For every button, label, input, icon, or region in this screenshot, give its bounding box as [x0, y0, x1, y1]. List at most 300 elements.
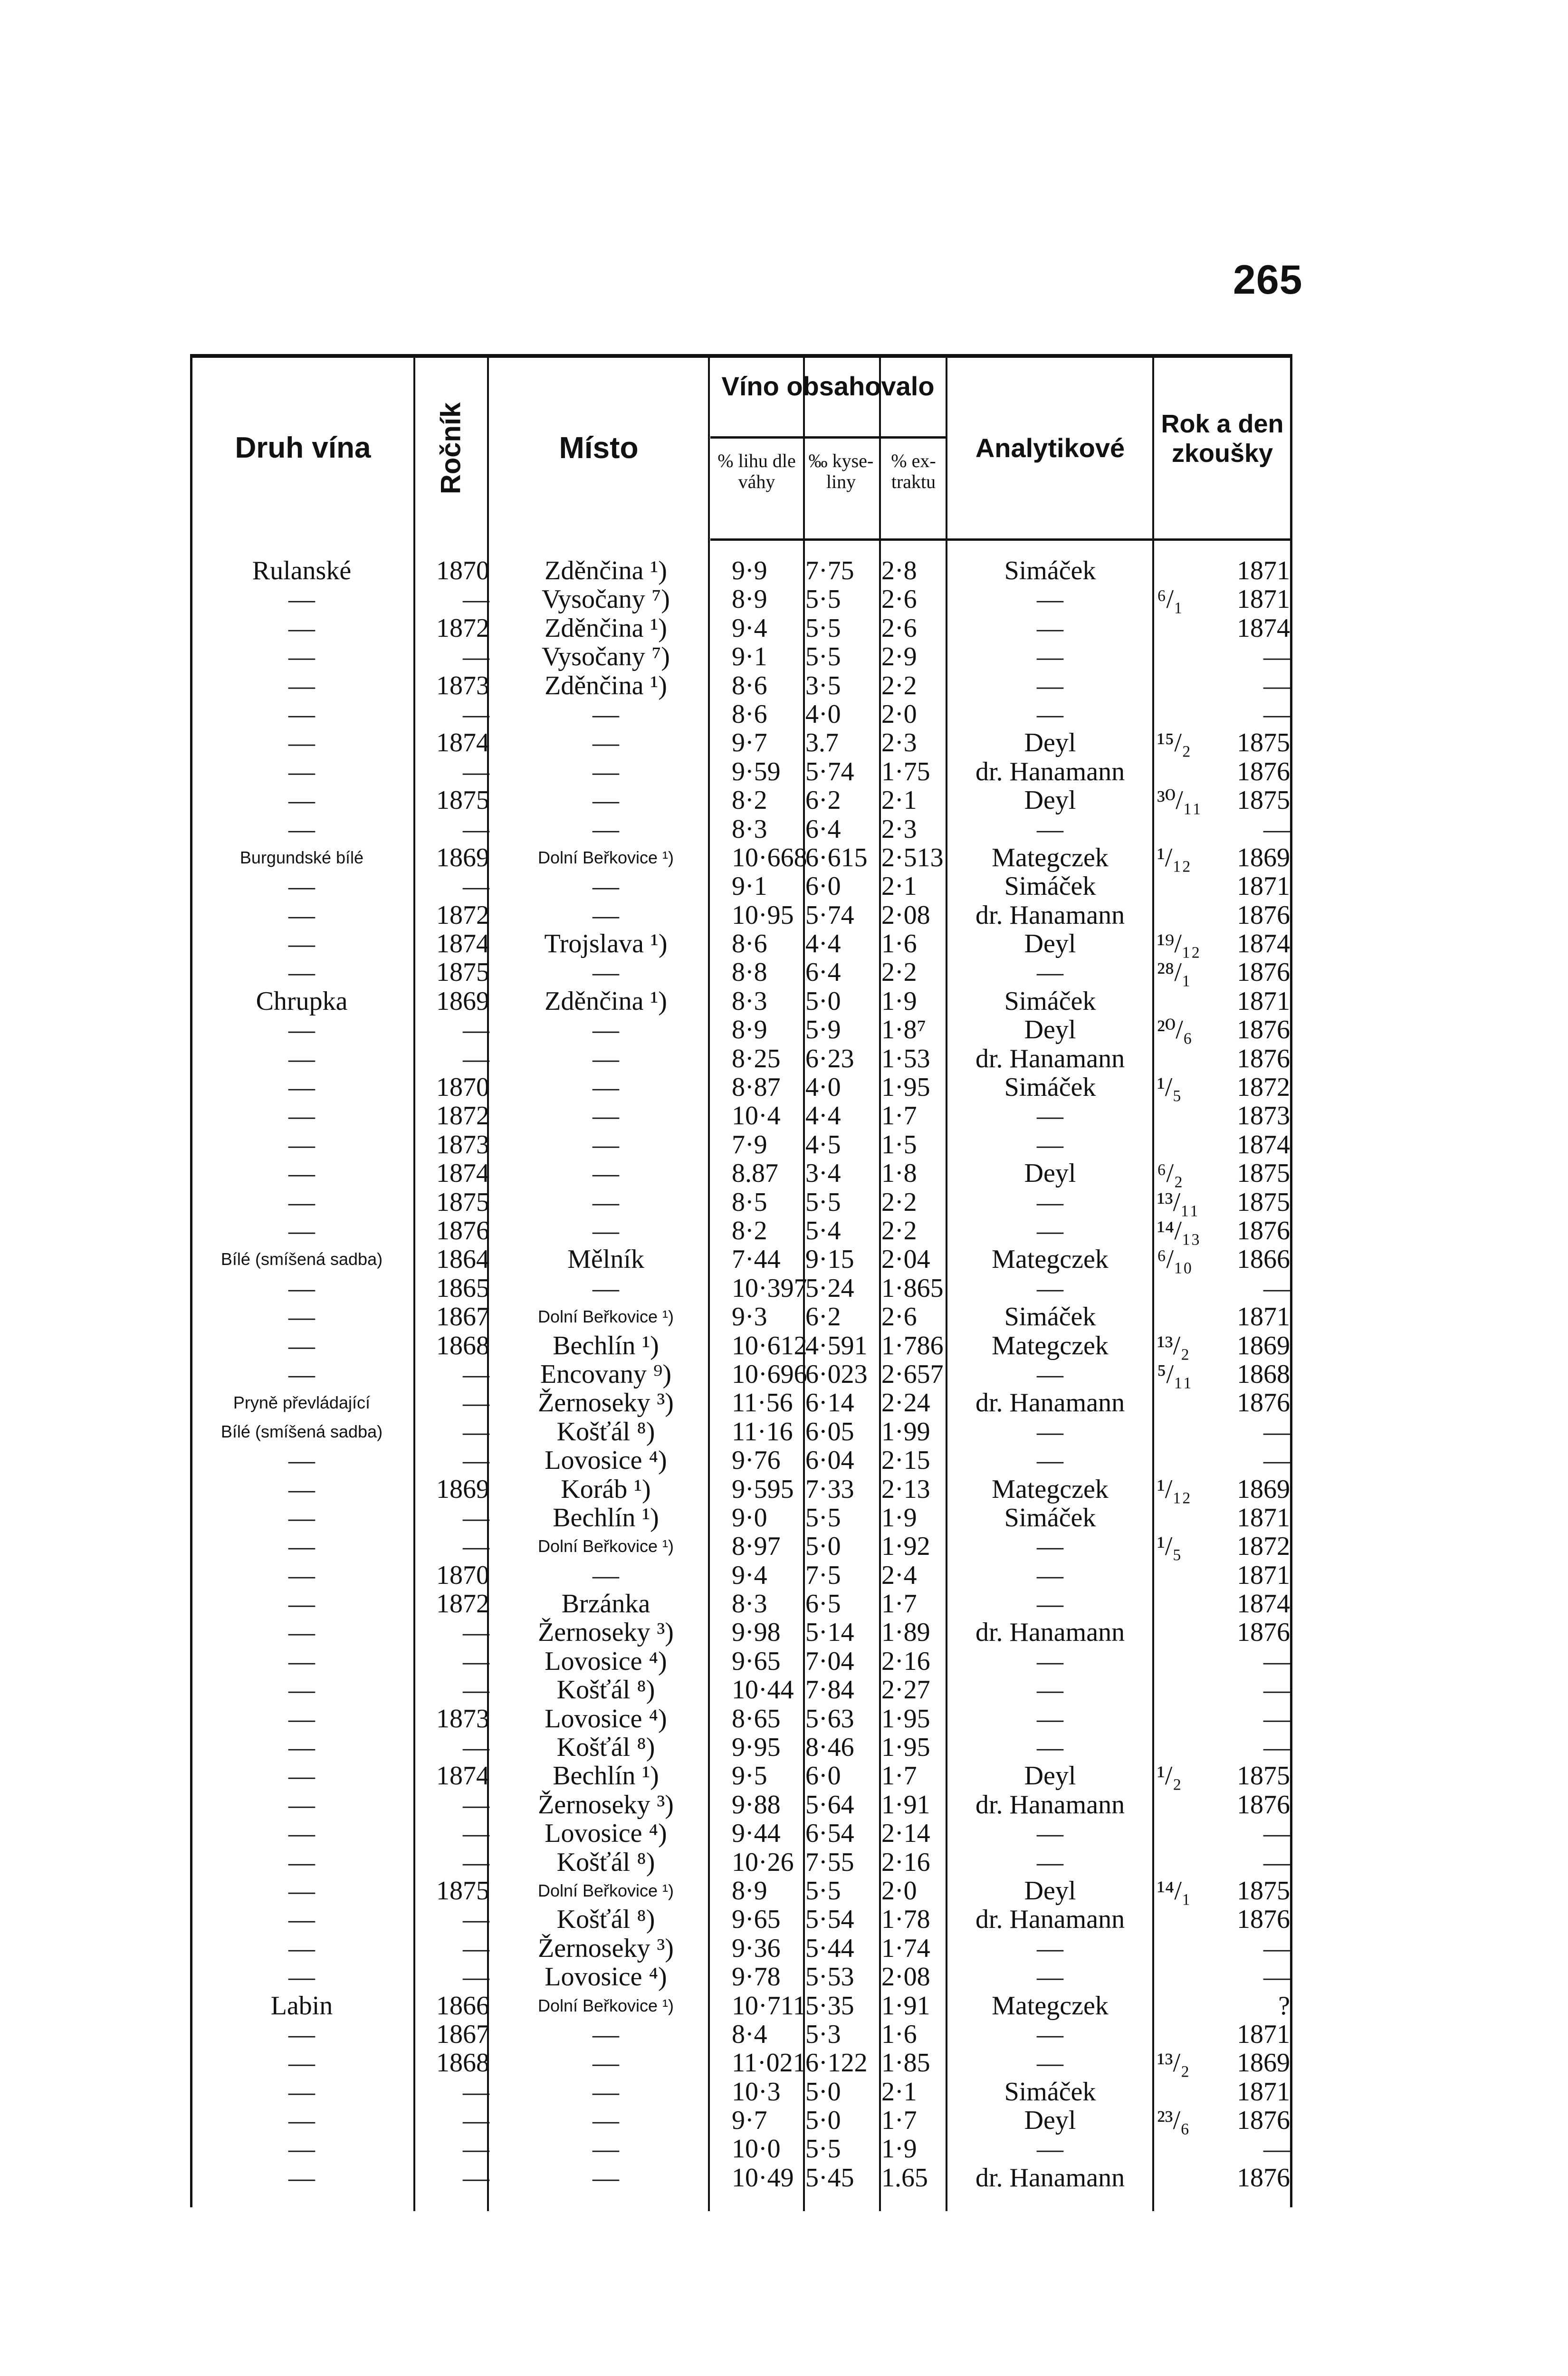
cell-lih: 8·9 — [732, 584, 767, 614]
cell-misto: — — [593, 1187, 619, 1217]
cell-rok: 1875 — [1237, 1159, 1290, 1188]
cell-analytik: dr. Hanamann — [975, 1905, 1125, 1935]
cell-extrakt: 1·91 — [881, 1991, 930, 2021]
cell-extrakt: 1·9 — [881, 2134, 917, 2164]
cell-lih: 9·98 — [732, 1618, 781, 1648]
cell-analytik: — — [1037, 699, 1063, 729]
cell-rocnik: — — [463, 1015, 489, 1045]
cell-kyseliny: 5·5 — [805, 1876, 841, 1906]
header-analytikove: Analytikové — [975, 432, 1125, 463]
cell-analytik: — — [1037, 1819, 1063, 1849]
cell-lih: 8·87 — [732, 1073, 781, 1102]
cell-druh: — — [288, 1560, 315, 1590]
table-row — [192, 1274, 1295, 1303]
cell-druh: — — [288, 1503, 315, 1533]
cell-den: ⁶/₁₀ — [1157, 1245, 1193, 1274]
table-row — [192, 786, 1295, 814]
cell-rok: — — [1263, 642, 1290, 672]
cell-misto: Vysočany ⁷) — [542, 584, 670, 614]
cell-kyseliny: 6·122 — [805, 2048, 868, 2078]
cell-analytik: Deyl — [1024, 1761, 1076, 1791]
wine-table — [190, 354, 1292, 2207]
cell-rok: — — [1263, 1819, 1290, 1849]
cell-extrakt: 1·53 — [881, 1044, 930, 1073]
cell-extrakt: 1·95 — [881, 1704, 930, 1734]
cell-druh: — — [288, 1044, 315, 1073]
cell-lih: 10·95 — [732, 900, 794, 930]
cell-extrakt: 1·89 — [881, 1618, 930, 1648]
cell-misto: Dolní Beřkovice ¹) — [537, 1307, 674, 1327]
header-extrakt: % ex-traktu — [891, 450, 936, 492]
header-rocnik — [416, 358, 487, 538]
cell-den: ¹⁵/₂ — [1157, 728, 1191, 758]
cell-extrakt: 1·8⁷ — [881, 1015, 927, 1045]
cell-rocnik: 1872 — [436, 1589, 489, 1619]
cell-druh: — — [288, 929, 315, 959]
cell-misto: Žernoseky ³) — [538, 1388, 674, 1418]
cell-druh: — — [288, 1302, 315, 1332]
cell-den: ¹/₁₂ — [1157, 1474, 1191, 1504]
cell-lih: 9·95 — [732, 1733, 781, 1763]
cell-druh: — — [288, 2077, 315, 2107]
cell-rok: 1875 — [1237, 786, 1290, 815]
cell-druh: — — [288, 642, 315, 672]
cell-analytik: Mategczek — [992, 1991, 1109, 2021]
table-row — [192, 1303, 1295, 1331]
page-number: 265 — [1233, 257, 1303, 303]
cell-lih: 9·59 — [732, 757, 781, 786]
cell-analytik: — — [1037, 1446, 1063, 1475]
cell-analytik: — — [1037, 1962, 1063, 1992]
cell-extrakt: 2·2 — [881, 1216, 917, 1245]
cell-misto: Zděnčina ¹) — [545, 986, 667, 1016]
cell-rocnik: — — [463, 1359, 489, 1389]
cell-kyseliny: 7·5 — [805, 1560, 841, 1590]
cell-extrakt: 2·513 — [881, 843, 944, 872]
cell-den: ⁶/₂ — [1157, 1159, 1183, 1188]
cell-rocnik: 1875 — [436, 1187, 489, 1217]
cell-rok: — — [1263, 1446, 1290, 1475]
cell-kyseliny: 5·45 — [805, 2163, 854, 2193]
cell-misto: Žernoseky ³) — [538, 1933, 674, 1963]
cell-kyseliny: 7·75 — [805, 556, 854, 585]
cell-den: ¹³/₂ — [1157, 2048, 1190, 2078]
cell-misto: Dolní Beřkovice ¹) — [537, 1880, 674, 1900]
cell-lih: 8·9 — [732, 1876, 767, 1906]
cell-rok: — — [1263, 1273, 1290, 1303]
cell-lih: 11·56 — [732, 1388, 793, 1418]
cell-misto: — — [593, 786, 619, 815]
cell-rocnik: — — [463, 1446, 489, 1475]
cell-rocnik: — — [463, 1847, 489, 1877]
cell-lih: 10·668 — [732, 843, 807, 872]
cell-lih: 8·8 — [732, 958, 767, 987]
cell-extrakt: 2·3 — [881, 728, 917, 758]
cell-rok: 1875 — [1237, 1187, 1290, 1217]
cell-druh: — — [288, 1331, 315, 1360]
cell-den: ²⁸/₁ — [1157, 958, 1191, 987]
cell-lih: 10·49 — [732, 2163, 794, 2193]
cell-analytik: — — [1037, 1130, 1063, 1159]
table-row — [192, 1016, 1295, 1044]
cell-analytik: — — [1037, 1417, 1063, 1447]
cell-extrakt: 2·14 — [881, 1819, 930, 1849]
cell-druh: — — [288, 1446, 315, 1475]
cell-lih: 8.87 — [732, 1159, 778, 1188]
cell-kyseliny: 5·5 — [805, 2134, 841, 2164]
table-row — [192, 2049, 1295, 2077]
cell-analytik: — — [1037, 1704, 1063, 1734]
cell-den: ¹/₁₂ — [1157, 843, 1191, 872]
header-lih: % lihu dle váhy — [717, 450, 796, 492]
cell-den: ⁵/₁₁ — [1157, 1359, 1193, 1389]
cell-rok: 1874 — [1237, 929, 1290, 959]
cell-rok: 1871 — [1237, 584, 1290, 614]
cell-misto: — — [593, 2134, 619, 2164]
cell-misto: Mělník — [567, 1245, 644, 1274]
cell-druh: — — [288, 1646, 315, 1676]
cell-analytik: Mategczek — [992, 843, 1109, 872]
cell-lih: 9·595 — [732, 1474, 794, 1504]
cell-druh: — — [288, 1618, 315, 1648]
cell-rocnik: 1875 — [436, 1876, 489, 1906]
cell-misto: Dolní Beřkovice ¹) — [537, 1536, 674, 1556]
cell-misto: — — [593, 1101, 619, 1131]
cell-druh: — — [288, 1532, 315, 1562]
cell-druh: — — [288, 1015, 315, 1045]
table-row — [192, 1877, 1295, 1905]
cell-rocnik: 1866 — [436, 1991, 489, 2021]
cell-extrakt: 2·4 — [881, 1560, 917, 1590]
cell-rocnik: 1867 — [436, 2019, 489, 2049]
cell-rocnik: — — [463, 1417, 489, 1447]
cell-druh: — — [288, 786, 315, 815]
cell-rok: 1869 — [1237, 2048, 1290, 2078]
cell-lih: 9·76 — [732, 1446, 781, 1475]
cell-lih: 7·9 — [732, 1130, 767, 1159]
cell-den: ¹/₂ — [1157, 1761, 1182, 1791]
table-row — [192, 1418, 1295, 1446]
cell-analytik: Simáček — [1004, 1073, 1096, 1102]
cell-druh: — — [288, 2106, 315, 2136]
cell-rocnik: 1870 — [436, 1073, 489, 1102]
cell-rok: 1876 — [1237, 1790, 1290, 1820]
cell-rok: 1876 — [1237, 757, 1290, 786]
cell-analytik: Simáček — [1004, 556, 1096, 585]
cell-analytik: Simáček — [1004, 986, 1096, 1016]
cell-rocnik: 1873 — [436, 1130, 489, 1159]
cell-druh: — — [288, 1761, 315, 1791]
cell-misto: Bechlín ¹) — [553, 1331, 659, 1360]
cell-kyseliny: 6·0 — [805, 872, 841, 901]
cell-kyseliny: 7·33 — [805, 1474, 854, 1504]
cell-lih: 8·6 — [732, 929, 767, 959]
cell-kyseliny: 5·74 — [805, 757, 854, 786]
cell-rocnik: — — [463, 814, 489, 844]
cell-druh: — — [288, 900, 315, 930]
cell-rok: — — [1263, 1962, 1290, 1992]
cell-analytik: Simáček — [1004, 2077, 1096, 2107]
cell-analytik: dr. Hanamann — [975, 757, 1125, 786]
cell-druh: — — [288, 1962, 315, 1992]
cell-extrakt: 1.65 — [881, 2163, 928, 2193]
table-row — [192, 1188, 1295, 1217]
cell-druh: — — [288, 1273, 315, 1303]
cell-rocnik: 1868 — [436, 2048, 489, 2078]
cell-extrakt: 2·1 — [881, 786, 917, 815]
cell-rok: 1872 — [1237, 1073, 1290, 1102]
cell-analytik: Deyl — [1024, 1159, 1076, 1188]
cell-kyseliny: 5·44 — [805, 1933, 854, 1963]
cell-extrakt: 2·2 — [881, 958, 917, 987]
cell-kyseliny: 5·5 — [805, 1503, 841, 1533]
cell-rok: 1876 — [1237, 1044, 1290, 1073]
cell-lih: 9·44 — [732, 1819, 781, 1849]
cell-kyseliny: 5·74 — [805, 900, 854, 930]
cell-misto: Žernoseky ³) — [538, 1790, 674, 1820]
cell-rok: — — [1263, 1417, 1290, 1447]
cell-rocnik: — — [463, 1905, 489, 1935]
cell-rocnik: — — [463, 872, 489, 901]
cell-misto: — — [593, 1560, 619, 1590]
cell-druh: — — [288, 613, 315, 643]
cell-misto: — — [593, 1073, 619, 1102]
cell-rocnik: 1874 — [436, 929, 489, 959]
cell-lih: 8·3 — [732, 1589, 767, 1619]
cell-rok: 1875 — [1237, 1876, 1290, 1906]
cell-druh: — — [288, 1819, 315, 1849]
table-row — [192, 901, 1295, 929]
cell-misto: — — [593, 699, 619, 729]
table-row — [192, 1848, 1295, 1877]
cell-druh: — — [288, 1847, 315, 1877]
cell-den: ¹⁹/₁₂ — [1157, 929, 1200, 959]
cell-lih: 9·65 — [732, 1646, 781, 1676]
cell-extrakt: 2·3 — [881, 814, 917, 844]
table-row — [192, 1733, 1295, 1762]
cell-kyseliny: 5·0 — [805, 2106, 841, 2136]
cell-misto: — — [593, 2106, 619, 2136]
cell-misto: Brzánka — [561, 1589, 650, 1619]
cell-kyseliny: 6·14 — [805, 1388, 854, 1418]
cell-kyseliny: 5·0 — [805, 986, 841, 1016]
cell-lih: 9·3 — [732, 1302, 767, 1332]
cell-kyseliny: 5·63 — [805, 1704, 854, 1734]
cell-analytik: dr. Hanamann — [975, 1044, 1125, 1073]
cell-lih: 9·0 — [732, 1503, 767, 1533]
cell-lih: 10·44 — [732, 1675, 794, 1705]
cell-extrakt: 2·08 — [881, 1962, 930, 1992]
cell-lih: 11·16 — [732, 1417, 793, 1447]
cell-druh: — — [288, 1159, 315, 1188]
cell-kyseliny: 7·04 — [805, 1646, 854, 1676]
header-rocnik-label: Ročník — [435, 402, 467, 494]
cell-misto: Zděnčina ¹) — [545, 613, 667, 643]
cell-druh: — — [288, 1130, 315, 1159]
cell-kyseliny: 5·64 — [805, 1790, 854, 1820]
cell-kyseliny: 4·4 — [805, 929, 841, 959]
cell-lih: 10·26 — [732, 1847, 794, 1877]
cell-rok: 1876 — [1237, 1905, 1290, 1935]
cell-extrakt: 2·13 — [881, 1474, 930, 1504]
cell-druh: — — [288, 1733, 315, 1763]
cell-druh: Bílé (smíšená sadba) — [220, 1421, 383, 1441]
cell-extrakt: 1·75 — [881, 757, 930, 786]
cell-analytik: — — [1037, 1646, 1063, 1676]
cell-rok: 1869 — [1237, 1331, 1290, 1360]
cell-analytik: Deyl — [1024, 728, 1076, 758]
cell-kyseliny: 6·04 — [805, 1446, 854, 1475]
cell-den: ⁶/₁ — [1157, 584, 1183, 614]
cell-kyseliny: 5·53 — [805, 1962, 854, 1992]
cell-rok: 1873 — [1237, 1101, 1290, 1131]
cell-analytik: Mategczek — [992, 1331, 1109, 1360]
cell-analytik: — — [1037, 1589, 1063, 1619]
cell-kyseliny: 6·05 — [805, 1417, 854, 1447]
cell-analytik: — — [1037, 1733, 1063, 1763]
cell-misto: — — [593, 728, 619, 758]
cell-druh: — — [288, 1790, 315, 1820]
cell-misto: Bechlín ¹) — [553, 1761, 659, 1791]
cell-misto: — — [593, 1044, 619, 1073]
cell-kyseliny: 4·591 — [805, 1331, 868, 1360]
cell-misto: Košťál ⁸) — [556, 1675, 655, 1705]
cell-extrakt: 1·7 — [881, 1761, 917, 1791]
cell-druh: — — [288, 2019, 315, 2049]
cell-analytik: — — [1037, 1847, 1063, 1877]
cell-kyseliny: 8·46 — [805, 1733, 854, 1763]
cell-rok: 1869 — [1237, 843, 1290, 872]
cell-extrakt: 1·9 — [881, 1503, 917, 1533]
cell-misto: — — [593, 2019, 619, 2049]
cell-rok: — — [1263, 1646, 1290, 1676]
cell-misto: — — [593, 900, 619, 930]
cell-rok: 1876 — [1237, 1216, 1290, 1245]
table-row — [192, 1647, 1295, 1676]
cell-druh: — — [288, 1187, 315, 1217]
cell-rok: 1869 — [1237, 1474, 1290, 1504]
cell-kyseliny: 5·0 — [805, 2077, 841, 2107]
cell-rocnik: 1874 — [436, 1761, 489, 1791]
table-row — [192, 1992, 1295, 2020]
cell-analytik: — — [1037, 814, 1063, 844]
cell-misto: Košťál ⁸) — [556, 1847, 655, 1877]
cell-druh: — — [288, 1216, 315, 1245]
cell-misto: — — [593, 958, 619, 987]
cell-druh: — — [288, 757, 315, 786]
cell-druh: — — [288, 1933, 315, 1963]
cell-extrakt: 2·9 — [881, 642, 917, 672]
cell-rok: — — [1263, 1675, 1290, 1705]
cell-extrakt: 1·6 — [881, 929, 917, 959]
cell-kyseliny: 7·55 — [805, 1847, 854, 1877]
cell-misto: Lovosice ⁴) — [545, 1962, 667, 1992]
header-misto: Místo — [559, 431, 639, 465]
cell-analytik: Simáček — [1004, 1503, 1096, 1533]
table-row — [192, 987, 1295, 1016]
table-row — [192, 1217, 1295, 1245]
cell-misto: — — [593, 2077, 619, 2107]
cell-rok: 1874 — [1237, 613, 1290, 643]
cell-kyseliny: 5·0 — [805, 1532, 841, 1562]
cell-rok: 1871 — [1237, 986, 1290, 1016]
rule-vino-sub — [710, 436, 946, 439]
cell-extrakt: 2·2 — [881, 671, 917, 700]
table-row — [192, 958, 1295, 987]
cell-kyseliny: 5·5 — [805, 613, 841, 643]
cell-misto: — — [593, 2048, 619, 2078]
cell-lih: 10·696 — [732, 1359, 807, 1389]
cell-kyseliny: 6·0 — [805, 1761, 841, 1791]
table-row — [192, 1963, 1295, 1991]
cell-rocnik: — — [463, 1503, 489, 1533]
cell-lih: 9·65 — [732, 1905, 781, 1935]
cell-rok: 1876 — [1237, 2106, 1290, 2136]
cell-analytik: — — [1037, 1560, 1063, 1590]
table-row — [192, 2135, 1295, 2163]
cell-rocnik: — — [463, 2077, 489, 2107]
cell-druh: Burgundské bílé — [239, 847, 364, 867]
cell-lih: 10·612 — [732, 1331, 807, 1360]
cell-rok: 1871 — [1237, 2077, 1290, 2107]
cell-kyseliny: 9·15 — [805, 1245, 854, 1274]
cell-lih: 9·4 — [732, 1560, 767, 1590]
cell-lih: 9·78 — [732, 1962, 781, 1992]
table-row — [192, 1131, 1295, 1159]
cell-rocnik: 1874 — [436, 1159, 489, 1188]
cell-extrakt: 2·16 — [881, 1646, 930, 1676]
cell-den: ¹³/₁₁ — [1157, 1187, 1199, 1217]
table-row — [192, 1676, 1295, 1704]
table-row — [192, 728, 1295, 757]
cell-rocnik: — — [463, 2163, 489, 2193]
cell-rok: 1871 — [1237, 556, 1290, 585]
cell-kyseliny: 5·5 — [805, 584, 841, 614]
cell-druh: — — [288, 1359, 315, 1389]
cell-rok: — — [1263, 1733, 1290, 1763]
cell-kyseliny: 6·4 — [805, 814, 841, 844]
cell-kyseliny: 6·23 — [805, 1044, 854, 1073]
table-row — [192, 1532, 1295, 1561]
cell-rok: 1871 — [1237, 2019, 1290, 2049]
cell-misto: — — [593, 1273, 619, 1303]
cell-rocnik: — — [463, 1733, 489, 1763]
cell-rok: 1876 — [1237, 1388, 1290, 1418]
cell-druh: — — [288, 1101, 315, 1131]
cell-extrakt: 1·7 — [881, 2106, 917, 2136]
cell-extrakt: 2·15 — [881, 1446, 930, 1475]
cell-lih: 8·2 — [732, 1216, 767, 1245]
cell-den: ¹/₅ — [1157, 1532, 1182, 1562]
cell-lih: 8·5 — [732, 1187, 767, 1217]
cell-rocnik: — — [463, 1675, 489, 1705]
cell-rok: — — [1263, 1933, 1290, 1963]
cell-rocnik: 1872 — [436, 900, 489, 930]
table-body — [192, 556, 1295, 2192]
table-row — [192, 556, 1295, 585]
cell-rok: ? — [1278, 1991, 1290, 2021]
cell-analytik: dr. Hanamann — [975, 1618, 1125, 1648]
cell-lih: 8·9 — [732, 1015, 767, 1045]
cell-analytik: — — [1037, 2019, 1063, 2049]
cell-rocnik: 1870 — [436, 556, 489, 585]
cell-misto: Dolní Beřkovice ¹) — [537, 847, 674, 867]
cell-misto: Zděnčina ¹) — [545, 671, 667, 700]
cell-rok: 1876 — [1237, 1015, 1290, 1045]
cell-extrakt: 2·24 — [881, 1388, 930, 1418]
cell-den: ¹/₅ — [1157, 1073, 1182, 1102]
cell-lih: 8·6 — [732, 671, 767, 700]
